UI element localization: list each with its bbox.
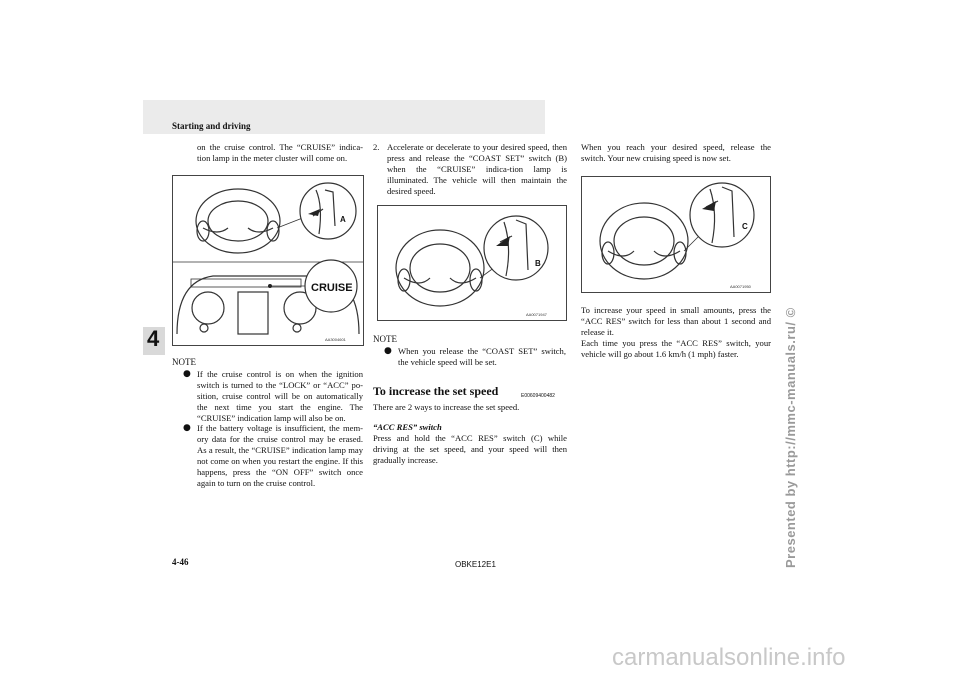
section-intro: There are 2 ways to increase the set speed. (373, 402, 520, 412)
acc-res-subheading: “ACC RES” switch (373, 422, 442, 432)
figure-3-code: AA0071950 (730, 284, 751, 289)
bullet-icon: ● (183, 423, 191, 433)
bullet-icon: ● (384, 346, 392, 356)
col3-paragraph-2: Each time you press the “ACC RES” switch, your vehicle will go about 1.6 km/h (1 mph) faster. (581, 338, 771, 359)
col1-note-bullet-1 (183, 369, 363, 424)
bullet-icon: ● (183, 369, 191, 379)
side-credit-text: Presented by http://mmc-manuals.ru/ © (783, 307, 798, 568)
figure-2-code: AA0071947 (526, 312, 547, 317)
steering-wheel-icon (396, 230, 484, 306)
figure-label-a: A (340, 215, 346, 224)
zoom-circle-c (690, 183, 754, 247)
zoom-circle-b (484, 216, 548, 280)
col2-note-bullet (384, 346, 566, 368)
zoom-circle-a (300, 183, 356, 239)
col1-note-heading: NOTE (172, 357, 196, 367)
col2-note-heading: NOTE (373, 334, 397, 344)
figure-2-drawing (378, 206, 566, 320)
col2-note-bullet-text: When you release the “COAST SET” switch, the vehicle speed will be set. (398, 346, 566, 367)
document-code: OBKE12E1 (455, 560, 496, 569)
figure-1-code: AA3004601 (325, 337, 346, 342)
section-title: To increase the set speed (373, 384, 499, 398)
col3-intro-text: When you reach your desired speed, release the switch. Your new cruising speed is now set. (581, 142, 771, 163)
figure-1-drawing (173, 176, 363, 345)
step-2-number: 2. (373, 142, 380, 152)
figure-label-c: C (742, 222, 748, 231)
watermark-text: carmanualsonline.info (612, 644, 846, 671)
figure-cruise-switch-and-meter (172, 175, 364, 346)
chapter-tab-number: 4 (147, 326, 160, 351)
figure-3-drawing (582, 177, 770, 292)
step-2-text: Accelerate or decelerate to your desired speed, then press and release the “COAST SET” switch (B) when the “CRUISE” indica-tion lamp is illuminated. The vehicle will then maintain the desired speed. (387, 142, 567, 196)
figure-label-b: B (535, 259, 541, 268)
steering-wheel-icon (600, 203, 688, 279)
col1-note-bullet-2-text: If the battery voltage is insufficient, the mem-ory data for the cruise control may be erased. As a result, the “CRUISE” indication lamp may not come on when you restart the engine. If this happens, press the “ON OFF” switch once again to turn on the cruise control. (197, 423, 363, 488)
section-code: E00609400482 (521, 393, 555, 399)
page-header-title: Starting and driving (172, 121, 251, 131)
col1-note-bullet-1-text: If the cruise control is on when the ignition switch is turned to the “LOCK” or “ACC” po-sition, cruise control will be on automatically the next time you start the engine. The “CRUISE” indication lamp will also be on. (197, 369, 363, 423)
col1-note-bullet-2 (183, 423, 363, 489)
cruise-indicator-text: CRUISE (311, 282, 353, 294)
acc-res-text: Press and hold the “ACC RES” switch (C) while driving at the set speed, and your speed will then gradually increase. (373, 433, 567, 465)
figure-coast-set-switch (377, 205, 567, 321)
col1-intro-text: on the cruise control. The “CRUISE” indica-tion lamp in the meter cluster will come on. (197, 142, 363, 163)
col3-paragraph-1: To increase your speed in small amounts, press the “ACC RES” switch for less than about 1 second and release it. (581, 305, 771, 337)
page-number: 4-46 (172, 557, 189, 567)
figure-acc-res-switch (581, 176, 771, 293)
